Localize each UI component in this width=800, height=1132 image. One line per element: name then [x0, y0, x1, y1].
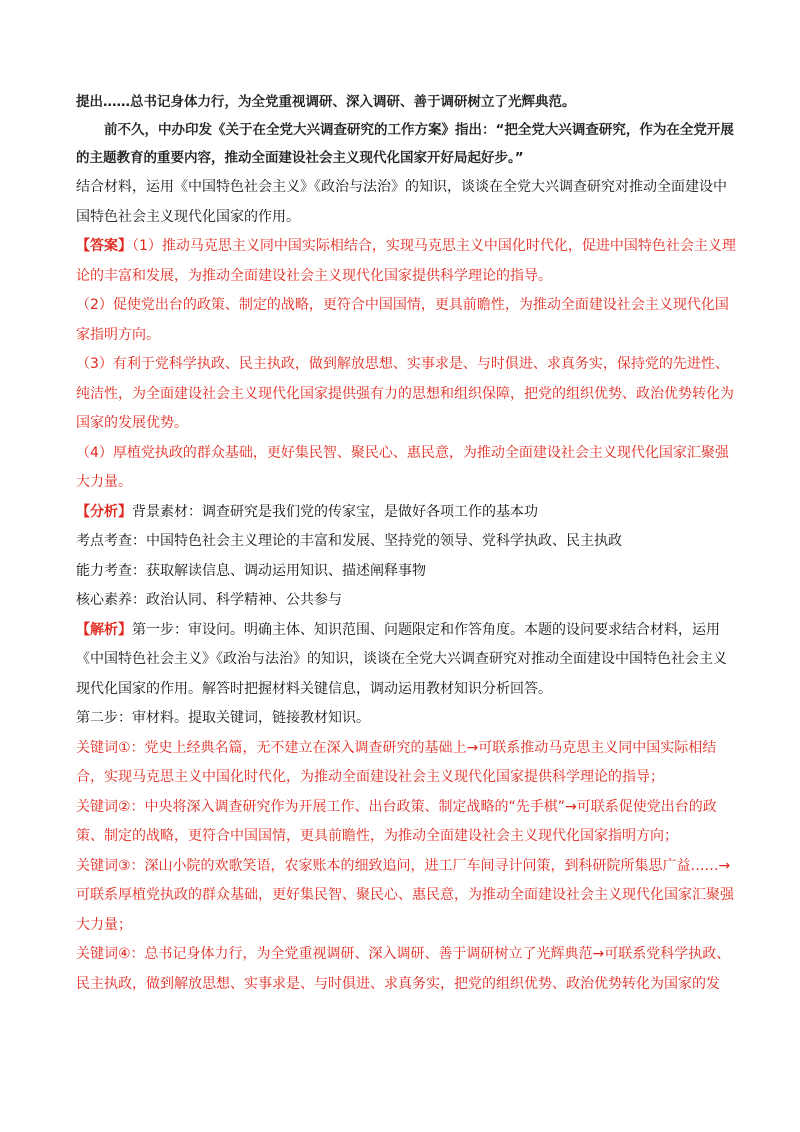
explanation-section [76, 616, 736, 1000]
keyword-3: 关键词③：深山小院的欢歌笑语，农家账本的细致追问，进工厂车间寻计问策，到科研院所集思广益……→可联系厚植党执政的群众基础，更好集民智、聚民心、惠民意，为推动全面建设社会主义现代化国家汇聚强大力量； [76, 857, 734, 933]
analysis-nengli: 能力考查：获取解读信息、调动运用知识、描述阐释事物 [76, 562, 426, 579]
analysis-background: 【分析】背景素材：调查研究是我们党的传家宝，是做好各项工作的基本功 [76, 503, 538, 520]
document-page [76, 88, 736, 999]
answer-point-4: （4）厚植党执政的群众基础，更好集民智、聚民心、惠民意，为推动全面建设社会主义现代化国家汇聚强大力量。 [76, 444, 729, 490]
answer-point-1: 【答案】（1）推动马克思主义同中国实际相结合，实现马克思主义中国化时代化，促进中国特色社会主义理论的丰富和发展，为推动全面建设社会主义现代化国家提供科学理论的指导。 [76, 238, 736, 284]
explanation-step-1: 【解析】第一步：审设问。明确主体、知识范围、问题限定和作答角度。本题的设问要求结合材料，运用《中国特色社会主义》《政治与法治》的知识，谈谈在全党大兴调查研究对推动全面建设中国特色社会主义现代化国家的作用。解答时把握材料关键信息，调动运用教材知识分析回答。 [76, 621, 727, 697]
keyword-4: 关键词④：总书记身体力行，为全党重视调研、深入调研、善于调研树立了光辉典范→可联系党科学执政、民主执政，做到解放思想、实事求是、与时俱进、求真务实，把党的组织优势、政治优势转化为国家的发 [76, 946, 731, 992]
analysis-section [76, 498, 736, 616]
analysis-kaodian: 考点考查：中国特色社会主义理论的丰富和发展、坚持党的领导、党科学执政、民主执政 [76, 533, 622, 549]
answer-point-3: （3）有利于党科学执政、民主执政，做到解放思想、实事求是、与时俱进、求真务实，保持党的先进性、纯洁性，为全面建设社会主义现代化国家提供强有力的思想和组织保障，把党的组织优势、政治优势转化为国家的发展优势。 [76, 356, 734, 431]
keyword-1: 关键词①：党史上经典名篇，无不建立在深入调查研究的基础上→可联系推动马克思主义同中国实际相结合，实现马克思主义中国化时代化，为推动全面建设社会主义现代化国家提供科学理论的指导； [76, 739, 717, 785]
answer-tag: 【答案】 [76, 238, 132, 254]
material-line-2: 前不久，中办印发《关于在全党大兴调查研究的工作方案》指出：“把全党大兴调查研究，作为在全党开展的主题教育的重要内容，推动全面建设社会主义现代化国家开好局起好步。” [76, 122, 734, 166]
explanation-tag: 【解析】 [76, 621, 132, 638]
analysis-suyang: 核心素养：政治认同、科学精神、公共参与 [76, 592, 342, 608]
analysis-tag: 【分析】 [76, 503, 132, 520]
explanation-step-2: 第二步：审材料。提取关键词，链接教材知识。 [76, 710, 370, 726]
keyword-2: 关键词②：中央将深入调查研究作为开展工作、出台政策、制定战略的“先手棋”→可联系促使党出台的政策、制定的战略，更符合中国国情，更具前瞻性，为推动全面建设社会主义现代化国家指明方向； [76, 798, 717, 844]
answer-point-2: （2）促使党出台的政策、制定的战略，更符合中国国情，更具前瞻性，为推动全面建设社会主义现代化国家指明方向。 [76, 297, 729, 343]
question-text: 结合材料，运用《中国特色社会主义》《政治与法治》的知识，谈谈在全党大兴调查研究对推动全面建设中国特色社会主义现代化国家的作用。 [76, 179, 727, 225]
answer-section [76, 232, 736, 498]
material-line-1: 提出……总书记身体力行，为全党重视调研、深入调研、善于调研树立了光辉典范。 [76, 94, 576, 110]
